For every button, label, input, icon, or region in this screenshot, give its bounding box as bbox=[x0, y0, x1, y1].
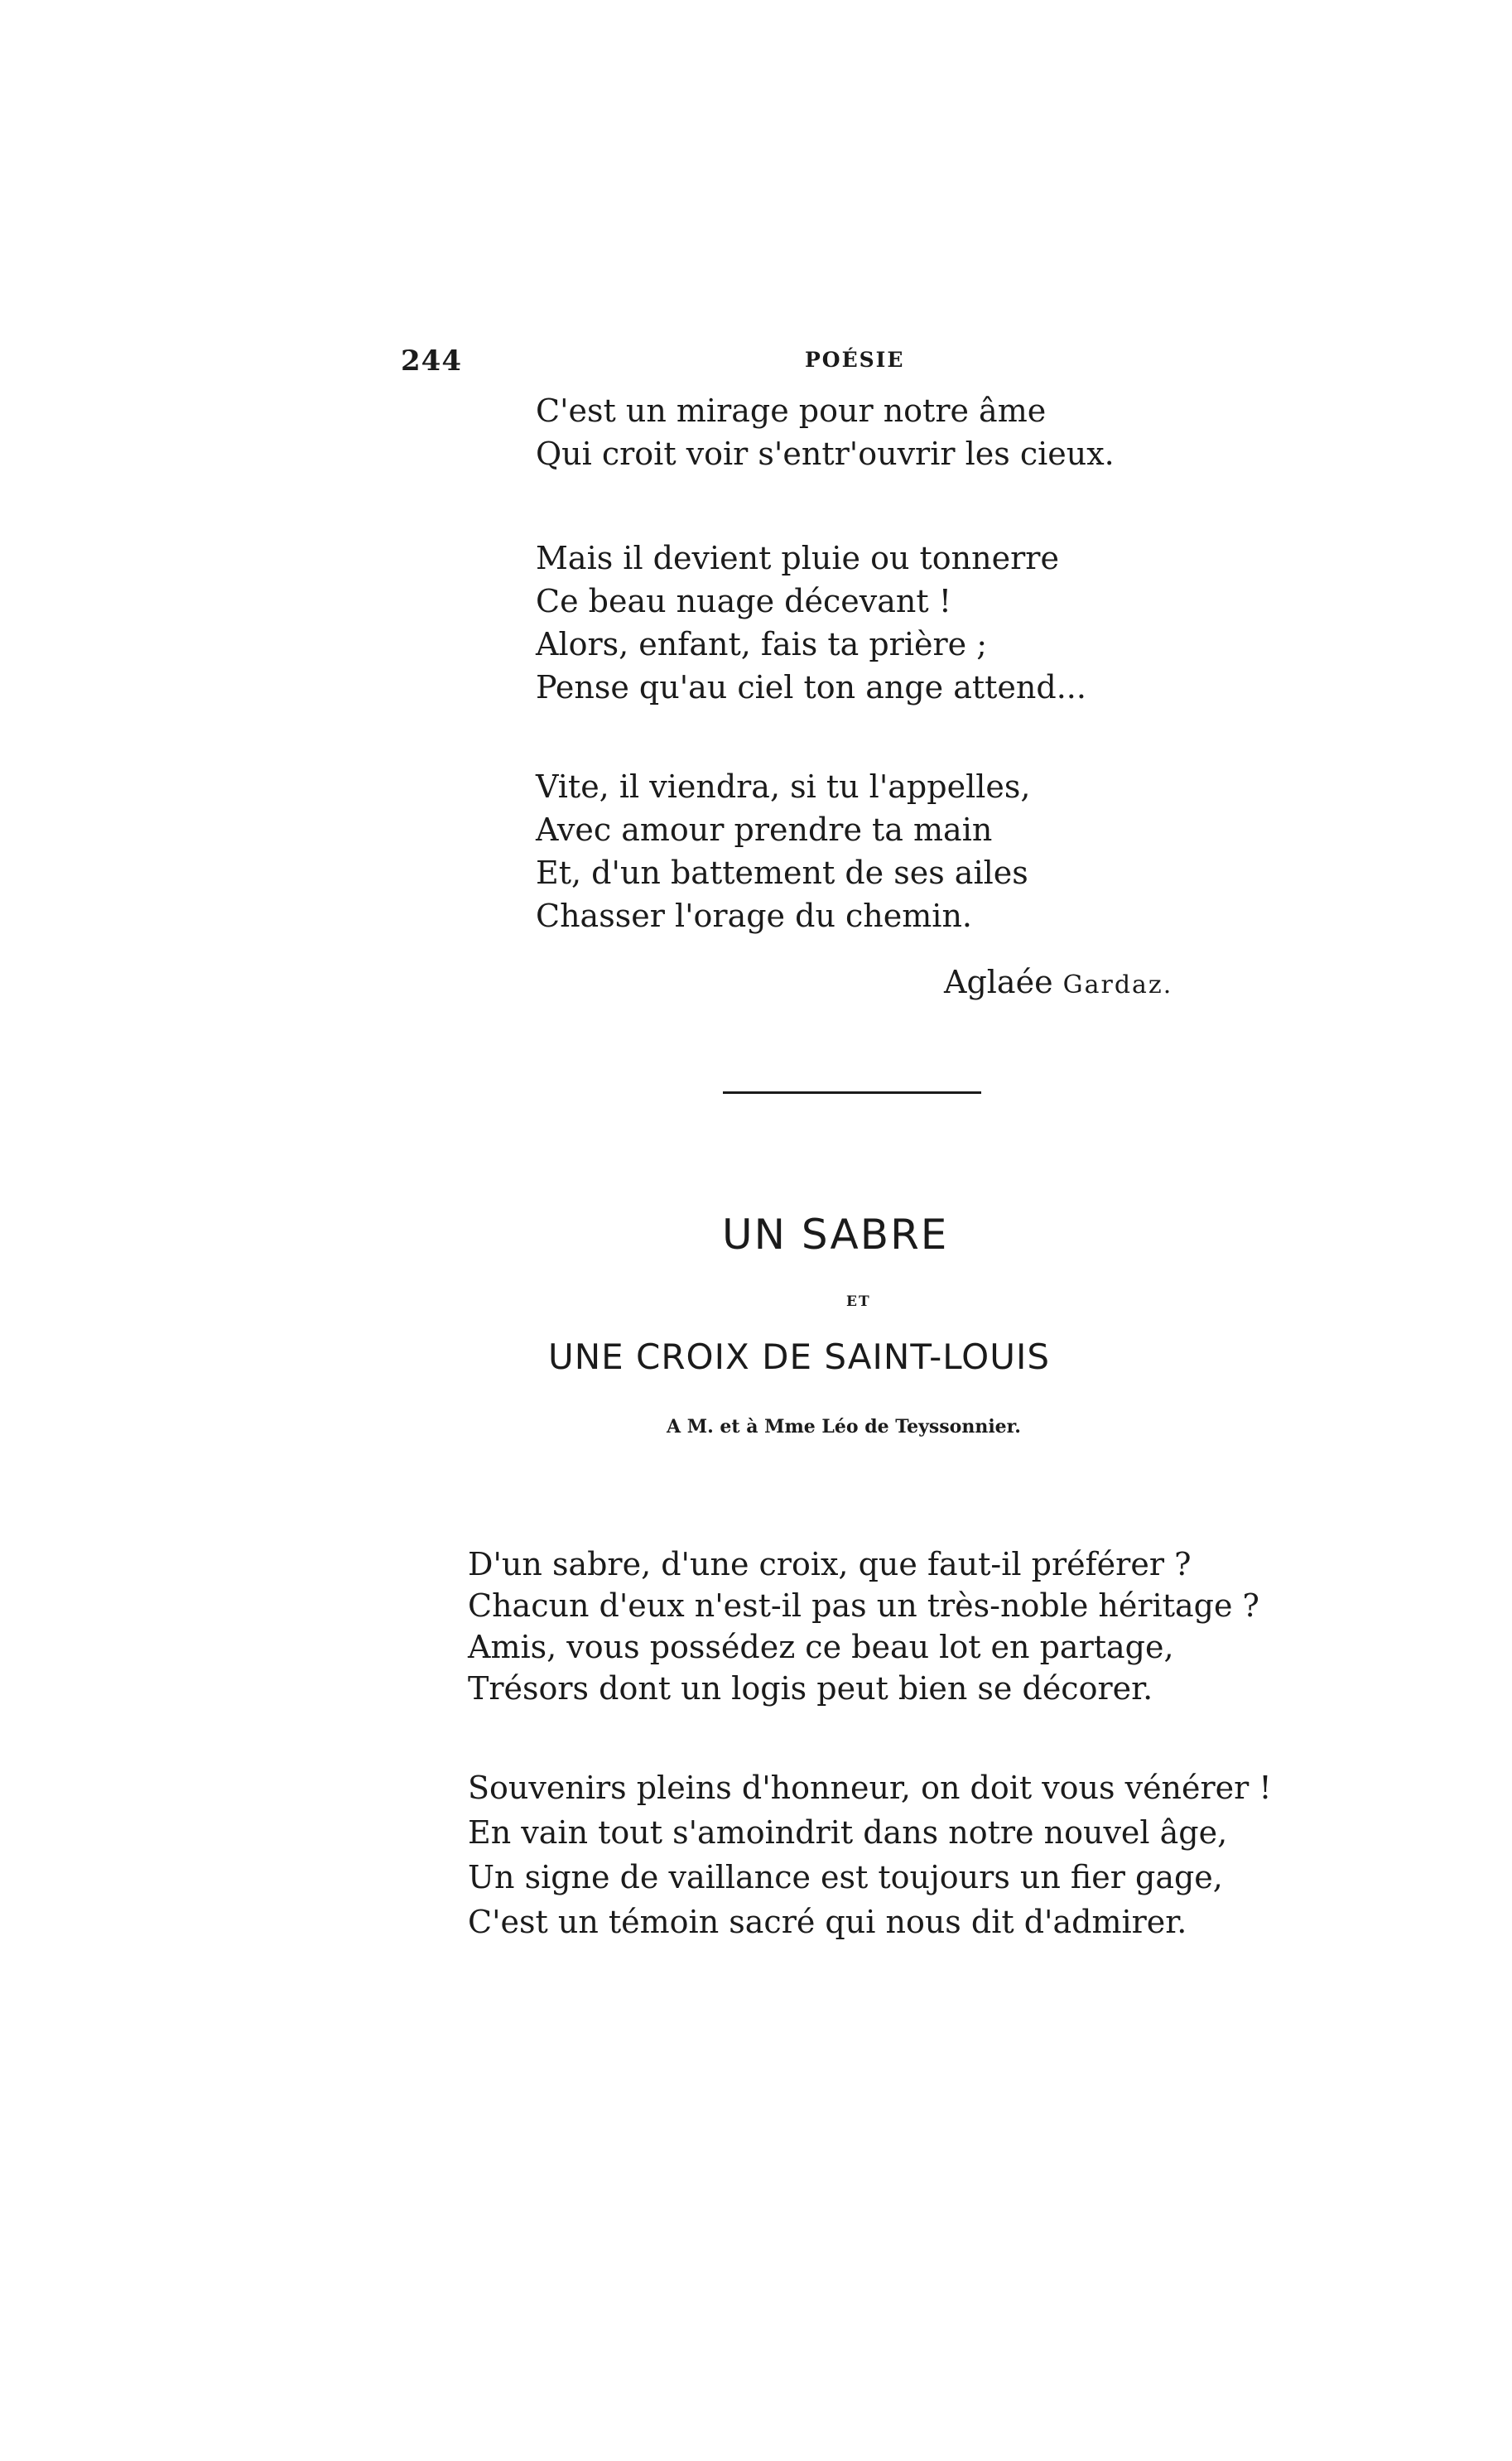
running-title: POÉSIE bbox=[805, 348, 905, 372]
verse-line: En vain tout s'amoindrit dans notre nouvel âge, bbox=[468, 1814, 1228, 1851]
author-last-name: Gardaz. bbox=[1062, 970, 1173, 999]
verse-line: D'un sabre, d'une croix, que faut-il préférer ? bbox=[468, 1546, 1192, 1582]
verse-line: Trésors dont un logis peut bien se décorer. bbox=[468, 1670, 1153, 1707]
poem1-stanza-a bbox=[536, 389, 1115, 475]
author-first-name: Aglaée bbox=[944, 964, 1063, 1000]
verse-line: Qui croit voir s'entr'ouvrir les cieux. bbox=[536, 436, 1115, 472]
poem1-stanza-c bbox=[536, 765, 1030, 937]
verse-line: Chasser l'orage du chemin. bbox=[536, 898, 972, 934]
poem-dedication: A M. et à Mme Léo de Teyssonnier. bbox=[667, 1416, 1021, 1438]
verse-line: Mais il devient pluie ou tonnerre bbox=[536, 540, 1059, 576]
verse-line: Pense qu'au ciel ton ange attend... bbox=[536, 669, 1086, 706]
verse-line: Ce beau nuage décevant ! bbox=[536, 583, 951, 619]
verse-line: Souvenirs pleins d'honneur, on doit vous vénérer ! bbox=[468, 1770, 1272, 1806]
verse-line: Vite, il viendra, si tu l'appelles, bbox=[536, 768, 1031, 805]
poem-title: UN SABRE bbox=[722, 1211, 949, 1259]
poem1-stanza-b bbox=[536, 537, 1086, 709]
verse-line: Et, d'un battement de ses ailes bbox=[536, 855, 1028, 891]
author-signature bbox=[944, 964, 1173, 1000]
verse-line: Chacun d'eux n'est-il pas un très-noble héritage ? bbox=[468, 1587, 1259, 1624]
poem-subtitle: UNE CROIX DE SAINT-LOUIS bbox=[548, 1336, 1051, 1377]
poem2-stanza-b bbox=[468, 1765, 1272, 1944]
verse-line: Alors, enfant, fais ta prière ; bbox=[536, 626, 988, 662]
verse-line: C'est un témoin sacré qui nous dit d'admirer. bbox=[468, 1904, 1187, 1940]
title-conjunction: ET bbox=[846, 1293, 871, 1310]
verse-line: Avec amour prendre ta main bbox=[536, 812, 993, 848]
verse-line: C'est un mirage pour notre âme bbox=[536, 393, 1047, 429]
poem2-stanza-a bbox=[468, 1544, 1259, 1709]
page-number: 244 bbox=[401, 344, 462, 378]
verse-line: Amis, vous possédez ce beau lot en partage, bbox=[468, 1629, 1174, 1665]
section-divider bbox=[723, 1091, 981, 1094]
verse-line: Un signe de vaillance est toujours un fier gage, bbox=[468, 1859, 1223, 1895]
